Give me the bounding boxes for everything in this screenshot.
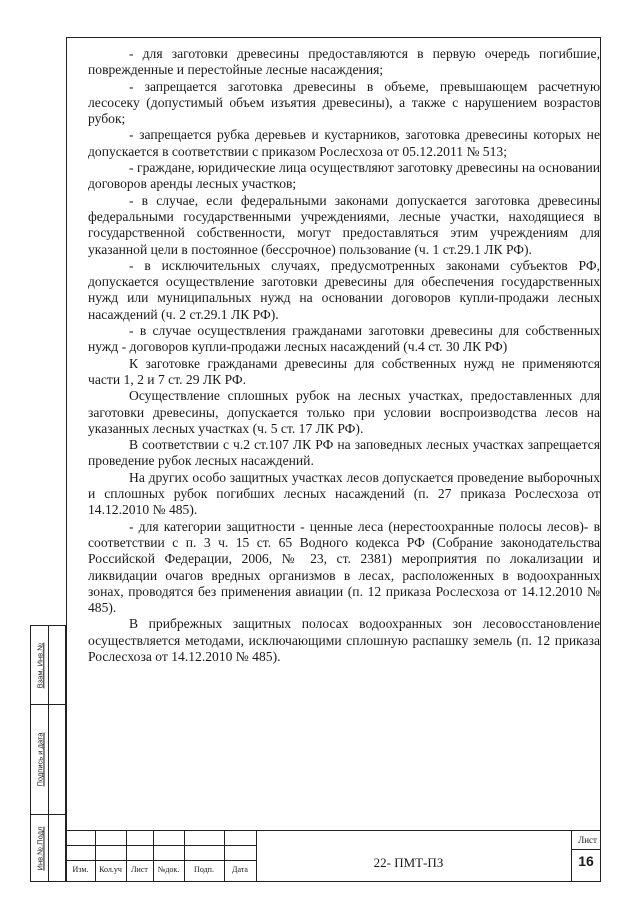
paragraph: В прибрежных защитных полосах водоохранных зон лесовосстановление осуществляется методами, исключающими сплошную распашку земель (п. 12 приказа Рослесхоза от 14.12.2010 № 485).	[88, 616, 600, 664]
paragraph: - граждане, юридические лица осуществляют заготовку древесины на основании договоров аренды лесных участков;	[88, 160, 600, 192]
document-body	[88, 46, 600, 665]
title-block-line	[66, 845, 256, 846]
paragraph: - для заготовки древесины предоставляются в первую очередь погибшие, поврежденные и перестойные лесные насаждения;	[88, 46, 600, 78]
paragraph: На других особо защитных участках лесов допускается проведение выборочных и сплошных рубок погибших лесных насаждений (п. 27 приказа Рослесхоза от 14.12.2010 № 485).	[88, 469, 600, 518]
paragraph: В соответствии с ч.2 ст.107 ЛК РФ на заповедных лесных участках запрещается проведение рубок лесных насаждений.	[88, 437, 600, 469]
side-stamp-label-inv: Инв.№.Подл	[35, 826, 45, 871]
title-block-line	[571, 849, 601, 850]
label-list: Лист	[131, 865, 148, 874]
paragraph: - в случае, если федеральными законами допускается заготовка древесины федеральными государственными учреждениями, лесные участки, находящиеся в государственной собственности, могут предоставляться этим учреждениям для указанной цели в постоянное (бессрочное) пользование (ч. 1 ст.29.1 ЛК РФ).	[88, 192, 600, 257]
title-block-line	[184, 831, 185, 882]
side-stamp-label-podpis: Подпись и дата	[35, 732, 45, 786]
title-block-line	[66, 860, 256, 861]
side-stamp-label-vzam: Взам. Инв.№	[35, 642, 44, 688]
paragraph: - для категории защитности - ценные леса (нерестоохранные полосы лесов)- в соответствии с п. 3 ч. 15 ст. 65 Водного кодекса РФ (Собрание законодательства Российской Федерации, 2006, № 23, ст. 2381) мероприятия по локализации и ликвидации очагов вредных организмов в лесах, расположенных в водоохранных зонах, проводятся без применения авиации (п. 12 приказа Рослесхоза от 14.12.2010 № 485).	[88, 518, 600, 616]
document-code: 22- ПМТ-ПЗ	[373, 855, 444, 870]
label-ndok: №док.	[157, 865, 180, 874]
title-block	[66, 830, 601, 882]
label-podp: Подп.	[194, 865, 214, 874]
label-kol-uch: Кол.уч	[99, 865, 122, 874]
paragraph: - запрещается рубка деревьев и кустарников, заготовка древесины которых не допускается в соответствии с приказом Рослесхоза от 05.12.2011 № 513;	[88, 127, 600, 159]
sheet-label: Лист	[578, 835, 597, 845]
paragraph: Осуществление сплошных рубок на лесных участках, предоставленных для заготовки древесины, допускается только при условии воспроизводства лесов на указанных лесных участках (ч. 5 ст. 17 ЛК РФ).	[88, 388, 600, 436]
title-block-line	[224, 831, 225, 882]
side-stamp-divider	[48, 626, 49, 881]
paragraph: К заготовке гражданами древесины для собственных нужд не применяются части 1, 2 и 7 ст. 29 ЛК РФ.	[88, 355, 600, 387]
side-stamp	[30, 625, 66, 882]
sheet-number: 16	[578, 853, 594, 869]
paragraph: - в случае осуществления гражданами заготовки древесины для собственных нужд - договоров купли-продажи лесных насаждений (ч.4 ст. 30 ЛК РФ)	[88, 323, 600, 355]
label-izm: Изм.	[72, 865, 89, 874]
title-block-line	[153, 831, 154, 882]
paragraph: - в исключительных случаях, предусмотренных законами субъектов РФ, допускается осуществление заготовки древесины для обеспечения государственных нужд или муниципальных нужд на основании договоров купли-продажи лесных насаждений (ч. 2 ст.29.1 ЛК РФ).	[88, 257, 600, 322]
title-block-line	[95, 831, 96, 882]
paragraph: - запрещается заготовка древесины в объеме, превышающем расчетную лесосеку (допустимый объем изъятия древесины), а также с нарушением возрастов рубок;	[88, 78, 600, 127]
label-data: Дата	[232, 865, 248, 874]
title-block-line	[126, 831, 127, 882]
